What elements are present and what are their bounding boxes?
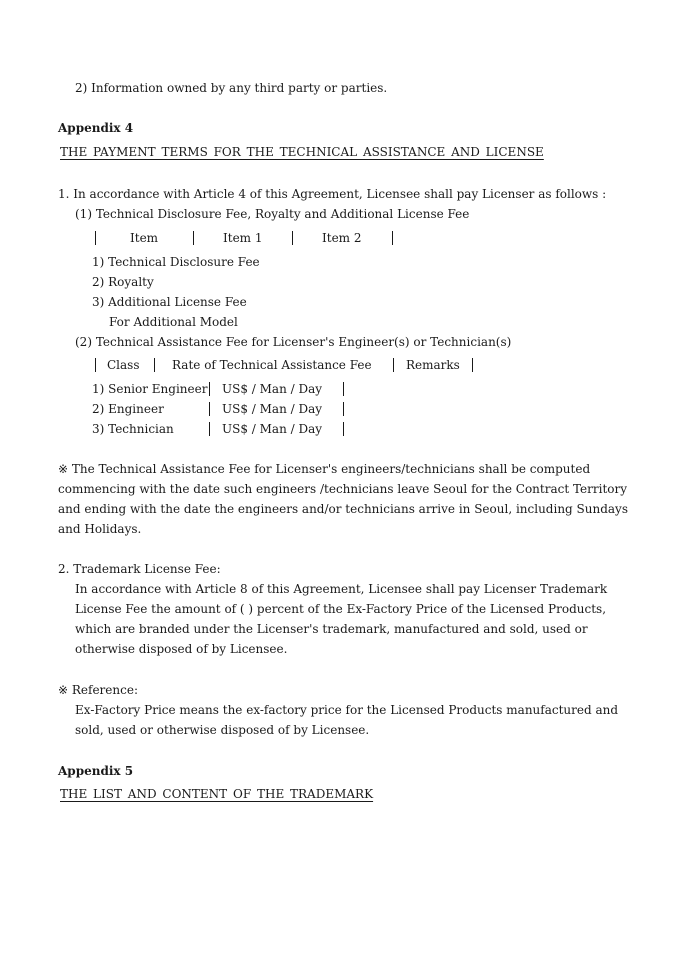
table-divider	[193, 231, 194, 245]
reference-line: Ex-Factory Price means the ex-factory price for the Licensed Products manufactured and	[75, 703, 619, 717]
appendix-4-heading: Appendix 4	[58, 121, 134, 135]
table-2-header-cell: Class	[107, 358, 140, 372]
intro-line: 2) Information owned by any third party or parties.	[75, 81, 388, 95]
clause-1: 1. In accordance with Article 4 of this Agreement, Licensee shall pay Licenser as follows :	[58, 187, 607, 201]
appendix-5-heading: Appendix 5	[58, 764, 134, 778]
table-2-header-cell: Rate of Technical Assistance Fee	[172, 358, 372, 372]
table-divider	[392, 231, 393, 245]
table-divider	[343, 382, 344, 396]
table-2-rate-cell: US$ / Man / Day	[222, 422, 323, 436]
note-line: and ending with the date the engineers and/or technicians arrive in Seoul, including Sundays	[58, 502, 628, 516]
clause-2-line: In accordance with Article 8 of this Agreement, Licensee shall pay Licenser Trademark	[75, 582, 608, 596]
note-line: ※ The Technical Assistance Fee for Licenser's engineers/technicians shall be computed	[58, 462, 591, 476]
table-divider	[154, 358, 155, 372]
table-1-row: For Additional Model	[109, 315, 238, 329]
appendix-5-title: THE LIST AND CONTENT OF THE TRADEMARK	[60, 787, 374, 801]
table-1-header-cell: Item 2	[322, 231, 362, 245]
table-2-header-cell: Remarks	[406, 358, 460, 372]
sub-clause-1-title: (1) Technical Disclosure Fee, Royalty and Additional License Fee	[75, 207, 470, 221]
reference-line: sold, used or otherwise disposed of by Licensee.	[75, 723, 370, 737]
table-1-row: 1) Technical Disclosure Fee	[92, 255, 260, 269]
table-2-rate-cell: US$ / Man / Day	[222, 382, 323, 396]
appendix-4-title: THE PAYMENT TERMS FOR THE TECHNICAL ASSISTANCE AND LICENSE	[60, 145, 544, 159]
clause-2-line: otherwise disposed of by Licensee.	[75, 642, 288, 656]
clause-2-line: which are branded under the Licenser's trademark, manufactured and sold, used or	[75, 622, 588, 636]
note-line: commencing with the date such engineers /technicians leave Seoul for the Contract Territory	[58, 482, 628, 496]
table-2-class-cell: 2) Engineer	[92, 402, 164, 416]
note-line: and Holidays.	[58, 522, 142, 536]
clause-2-title: 2. Trademark License Fee:	[58, 562, 221, 576]
table-divider	[209, 382, 210, 396]
table-1-header-cell: Item 1	[223, 231, 263, 245]
table-1-header-cell: Item	[130, 231, 159, 245]
table-divider	[95, 231, 96, 245]
table-2-class-cell: 3) Technician	[92, 422, 174, 436]
table-divider	[343, 422, 344, 436]
table-divider	[95, 358, 96, 372]
table-divider	[343, 402, 344, 416]
table-1-row: 3) Additional License Fee	[92, 295, 247, 309]
table-divider	[472, 358, 473, 372]
table-divider	[292, 231, 293, 245]
table-2-rate-cell: US$ / Man / Day	[222, 402, 323, 416]
table-divider	[209, 402, 210, 416]
reference-title: ※ Reference:	[58, 683, 138, 697]
table-divider	[209, 422, 210, 436]
table-divider	[393, 358, 394, 372]
table-1-row: 2) Royalty	[92, 275, 154, 289]
clause-2-line: License Fee the amount of ( ) percent of the Ex-Factory Price of the Licensed Products,	[75, 602, 607, 616]
table-2-class-cell: 1) Senior Engineer	[92, 382, 208, 396]
sub-clause-2-title: (2) Technical Assistance Fee for Licenser's Engineer(s) or Technician(s)	[75, 335, 512, 349]
